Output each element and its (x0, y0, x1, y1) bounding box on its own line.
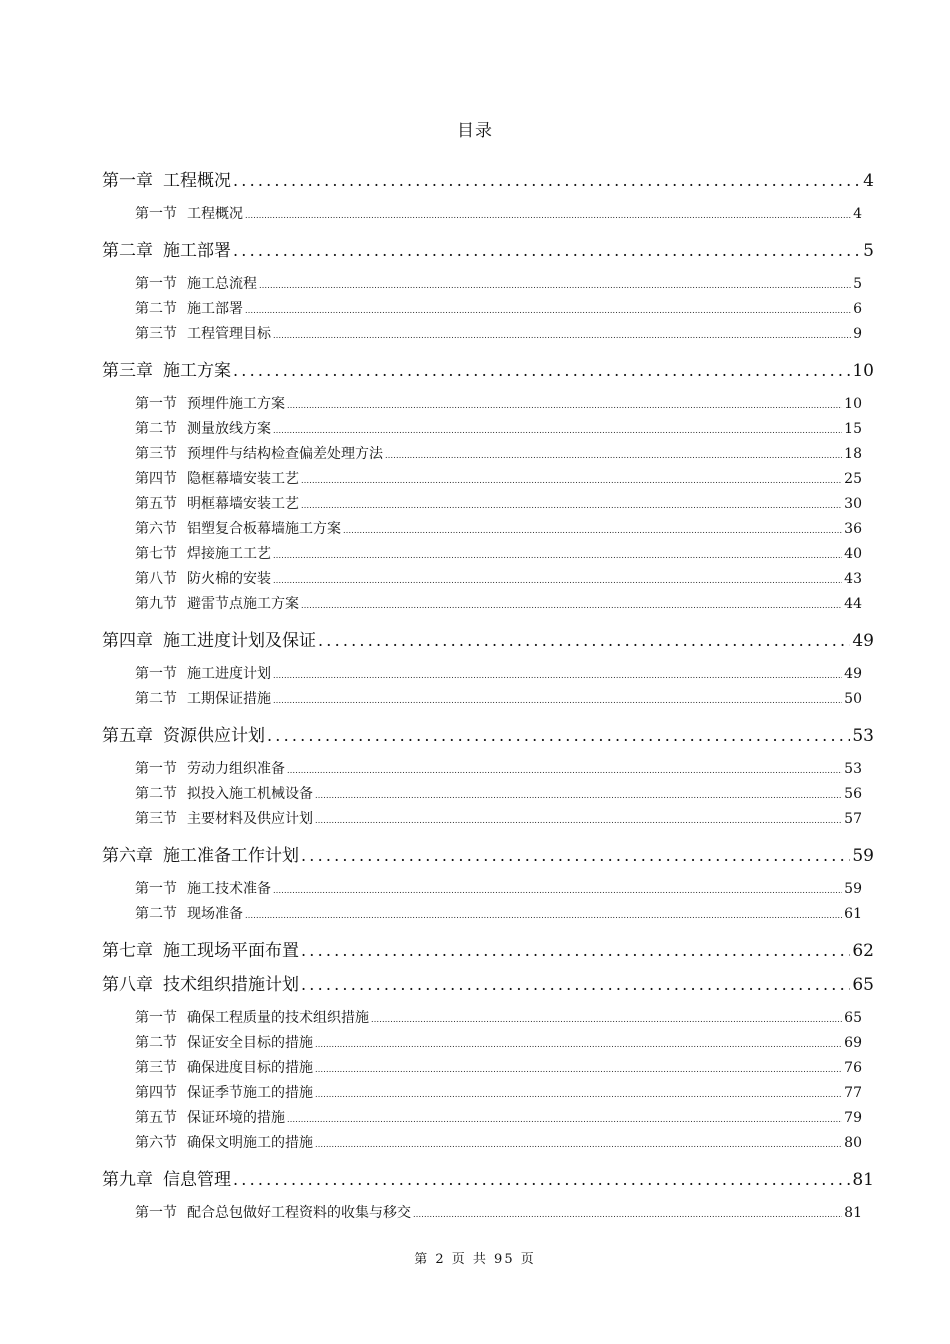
toc-entry-number: 第二节 (135, 691, 177, 707)
toc-chapter-entry[interactable] (102, 965, 874, 998)
toc-entry-number: 第一节 (135, 1010, 177, 1026)
toc-entry-number: 第七章 (102, 941, 153, 961)
toc-entry-label (102, 1167, 231, 1193)
toc-entry-title: 隐框幕墙安装工艺 (187, 471, 299, 487)
dot-leader (301, 472, 842, 490)
dot-leader (301, 497, 842, 515)
toc-entry-label (102, 238, 231, 264)
toc-page-number: 10 (852, 361, 874, 381)
toc-section-entry[interactable] (102, 415, 874, 440)
toc-entry-label (135, 568, 271, 590)
toc-page-number: 49 (852, 631, 874, 651)
toc-entry-label (135, 393, 285, 415)
toc-page-number: 30 (844, 496, 862, 512)
toc-page-number: 81 (844, 1205, 862, 1221)
toc-entry-label (135, 1082, 313, 1104)
toc-entry-number: 第五章 (102, 726, 153, 746)
toc-page-number: 5 (863, 241, 874, 261)
toc-entry-number: 第六节 (135, 1135, 177, 1151)
toc-entry-label (135, 203, 243, 225)
toc-section-entry[interactable] (102, 465, 874, 490)
toc-section-entry[interactable] (102, 1004, 874, 1029)
toc-page-number: 5 (853, 276, 862, 292)
toc-entry-title: 工程概况 (163, 171, 231, 191)
toc-entry-label (135, 758, 285, 780)
toc-entry-title: 避雷节点施工方案 (187, 596, 299, 612)
toc-section-entry[interactable] (102, 1104, 874, 1129)
dot-leader (287, 397, 842, 415)
toc-section-entry[interactable] (102, 515, 874, 540)
toc-page-number: 59 (852, 846, 874, 866)
toc-chapter-entry[interactable] (102, 351, 874, 384)
dot-leader (245, 207, 851, 225)
toc-entry-label (135, 688, 271, 710)
toc-section-entry[interactable] (102, 900, 874, 925)
toc-entry-label (135, 443, 383, 465)
toc-entry-number: 第三节 (135, 1060, 177, 1076)
toc-page-number: 77 (844, 1085, 862, 1101)
dot-leader (413, 1206, 842, 1224)
toc-section-entry[interactable] (102, 540, 874, 565)
dot-leader (233, 238, 861, 264)
toc-entry-number: 第三节 (135, 326, 177, 342)
toc-entry-title: 劳动力组织准备 (187, 761, 285, 777)
toc-chapter-entry[interactable] (102, 161, 874, 194)
dot-leader (287, 1111, 842, 1129)
toc-entry-title: 预埋件施工方案 (187, 396, 285, 412)
toc-page-number: 18 (844, 446, 862, 462)
toc-entry-number: 第五节 (135, 496, 177, 512)
dot-leader (259, 277, 851, 295)
toc-section-entry[interactable] (102, 440, 874, 465)
toc-page-number: 57 (844, 811, 862, 827)
toc-entry-number: 第一章 (102, 171, 153, 191)
toc-page-number: 44 (844, 596, 862, 612)
toc-section-entry[interactable] (102, 490, 874, 515)
toc-entry-number: 第二节 (135, 906, 177, 922)
dot-leader (301, 843, 850, 869)
toc-page-number: 76 (844, 1060, 862, 1076)
dot-leader (318, 628, 850, 654)
toc-entry-title: 施工技术准备 (187, 881, 271, 897)
toc-entry-title: 保证安全目标的措施 (187, 1035, 313, 1051)
toc-page-number: 40 (844, 546, 862, 562)
toc-page-number: 10 (844, 396, 862, 412)
toc-entry-title: 确保工程质量的技术组织措施 (187, 1010, 369, 1026)
toc-section-entry[interactable] (102, 390, 874, 415)
toc-entry-title: 铝塑复合板幕墙施工方案 (187, 521, 341, 537)
dot-leader (273, 667, 842, 685)
toc-page-number: 6 (853, 301, 862, 317)
dot-leader (315, 1061, 842, 1079)
toc-page-number: 65 (844, 1010, 862, 1026)
toc-page-number: 4 (853, 206, 862, 222)
toc-entry-title: 保证季节施工的措施 (187, 1085, 313, 1101)
toc-entry-label (135, 493, 299, 515)
dot-leader (233, 168, 861, 194)
toc-entry-number: 第一节 (135, 396, 177, 412)
dot-leader (245, 907, 842, 925)
toc-section-entry[interactable] (102, 590, 874, 615)
toc-page-number: 61 (844, 906, 862, 922)
toc-entry-label (135, 273, 257, 295)
toc-entry-number: 第一节 (135, 206, 177, 222)
toc-entry-title: 施工部署 (187, 301, 243, 317)
toc-page-number: 43 (844, 571, 862, 587)
toc-page-number: 53 (852, 726, 874, 746)
toc-entry-label (135, 323, 271, 345)
toc-entry-title: 配合总包做好工程资料的收集与移交 (187, 1205, 411, 1221)
toc-entry-title: 信息管理 (163, 1170, 231, 1190)
toc-chapter-entry[interactable] (102, 1160, 874, 1193)
toc-entry-number: 第二章 (102, 241, 153, 261)
toc-entry-number: 第九章 (102, 1170, 153, 1190)
toc-entry-label (135, 593, 299, 615)
toc-section-entry[interactable] (102, 270, 874, 295)
toc-chapter-entry[interactable] (102, 716, 874, 749)
toc-entry-number: 第一节 (135, 1205, 177, 1221)
toc-entry-title: 保证环境的措施 (187, 1110, 285, 1126)
toc-entry-title: 明框幕墙安装工艺 (187, 496, 299, 512)
toc-entry-number: 第二节 (135, 786, 177, 802)
toc-entry-label (135, 543, 271, 565)
toc-entry-title: 测量放线方案 (187, 421, 271, 437)
toc-entry-label (102, 972, 299, 998)
toc-page-number: 80 (844, 1135, 862, 1151)
toc-entry-number: 第一节 (135, 881, 177, 897)
toc-entry-label (135, 783, 313, 805)
toc-entry-title: 现场准备 (187, 906, 243, 922)
toc-entry-number: 第五节 (135, 1110, 177, 1126)
dot-leader (343, 522, 842, 540)
dot-leader (315, 1136, 842, 1154)
toc-entry-number: 第六章 (102, 846, 153, 866)
toc-chapter-entry[interactable] (102, 836, 874, 869)
toc-entry-label (135, 808, 313, 830)
toc-entry-title: 施工进度计划及保证 (163, 631, 316, 651)
toc-page-number: 79 (844, 1110, 862, 1126)
toc-chapter-entry[interactable] (102, 231, 874, 264)
toc-entry-title: 主要材料及供应计划 (187, 811, 313, 827)
dot-leader (273, 422, 842, 440)
toc-section-entry[interactable] (102, 1199, 874, 1224)
toc-entry-label (102, 358, 231, 384)
toc-entry-label (135, 518, 341, 540)
toc-entry-title: 确保文明施工的措施 (187, 1135, 313, 1151)
toc-entry-number: 第一节 (135, 761, 177, 777)
toc-entry-number: 第六节 (135, 521, 177, 537)
toc-section-entry[interactable] (102, 565, 874, 590)
toc-page-number: 36 (844, 521, 862, 537)
toc-section-entry[interactable] (102, 200, 874, 225)
dot-leader (371, 1011, 842, 1029)
dot-leader (301, 938, 850, 964)
toc-entry-label (135, 1132, 313, 1154)
toc-entry-number: 第一节 (135, 276, 177, 292)
toc-page-number: 53 (844, 761, 862, 777)
toc-entry-label (102, 938, 299, 964)
toc-page-number: 25 (844, 471, 862, 487)
toc-entry-label (135, 1032, 313, 1054)
toc-entry-number: 第二节 (135, 1035, 177, 1051)
toc-entry-label (135, 1202, 411, 1224)
toc-entry-label (135, 418, 271, 440)
dot-leader (287, 762, 842, 780)
toc-page-number: 4 (863, 171, 874, 191)
dot-leader (315, 787, 842, 805)
toc-section-entry[interactable] (102, 805, 874, 830)
dot-leader (245, 302, 851, 320)
toc-title: 目录 (457, 121, 493, 141)
toc-page-number: 69 (844, 1035, 862, 1051)
toc-entry-number: 第八节 (135, 571, 177, 587)
dot-leader (273, 547, 842, 565)
toc-entry-title: 工程概况 (187, 206, 243, 222)
toc-entry-number: 第二节 (135, 301, 177, 317)
toc-entry-title: 施工现场平面布置 (163, 941, 299, 961)
toc-page-number: 15 (844, 421, 862, 437)
toc-entry-label (102, 723, 265, 749)
toc-entry-title: 施工方案 (163, 361, 231, 381)
toc-entry-title: 工程管理目标 (187, 326, 271, 342)
toc-page-number: 49 (844, 666, 862, 682)
toc-entry-label (102, 628, 316, 654)
toc-entry-number: 第三节 (135, 811, 177, 827)
dot-leader (273, 882, 842, 900)
toc-entry-label (102, 843, 299, 869)
toc-entry-title: 施工进度计划 (187, 666, 271, 682)
dot-leader (385, 447, 842, 465)
toc-page-number: 65 (852, 975, 874, 995)
dot-leader (233, 1167, 850, 1193)
toc-entry-title: 预埋件与结构检查偏差处理方法 (187, 446, 383, 462)
toc-entry-number: 第三章 (102, 361, 153, 381)
toc-entry-title: 施工总流程 (187, 276, 257, 292)
toc-section-entry[interactable] (102, 755, 874, 780)
toc-page-number: 56 (844, 786, 862, 802)
toc-section-entry[interactable] (102, 780, 874, 805)
dot-leader (273, 692, 842, 710)
toc-chapter-entry[interactable] (102, 621, 874, 654)
toc-entry-title: 拟投入施工机械设备 (187, 786, 313, 802)
toc-entry-title: 防火棉的安装 (187, 571, 271, 587)
toc-section-entry[interactable] (102, 320, 874, 345)
toc-entry-title: 资源供应计划 (163, 726, 265, 746)
toc-entry-title: 确保进度目标的措施 (187, 1060, 313, 1076)
toc-entry-label (135, 298, 243, 320)
table-of-contents (102, 160, 874, 1230)
dot-leader (273, 327, 851, 345)
toc-entry-title: 施工部署 (163, 241, 231, 261)
toc-section-entry[interactable] (102, 295, 874, 320)
dot-leader (233, 358, 850, 384)
toc-chapter-entry[interactable] (102, 931, 874, 964)
toc-page-number: 50 (844, 691, 862, 707)
toc-page-number: 62 (852, 941, 874, 961)
toc-entry-title: 工期保证措施 (187, 691, 271, 707)
toc-section-entry[interactable] (102, 660, 874, 685)
toc-section-entry[interactable] (102, 685, 874, 710)
toc-entry-label (135, 878, 271, 900)
toc-entry-label (135, 1107, 285, 1129)
toc-entry-number: 第四节 (135, 471, 177, 487)
toc-entry-label (135, 663, 271, 685)
toc-entry-number: 第一节 (135, 666, 177, 682)
toc-entry-label (135, 468, 299, 490)
toc-entry-number: 第七节 (135, 546, 177, 562)
dot-leader (315, 1036, 842, 1054)
dot-leader (273, 572, 842, 590)
toc-entry-number: 第三节 (135, 446, 177, 462)
toc-entry-number: 第九节 (135, 596, 177, 612)
dot-leader (315, 1086, 842, 1104)
toc-entry-label (135, 1057, 313, 1079)
dot-leader (301, 972, 850, 998)
dot-leader (267, 723, 850, 749)
toc-section-entry[interactable] (102, 1054, 874, 1079)
page-footer: 第 2 页 共 95 页 (414, 1252, 536, 1267)
dot-leader (301, 597, 842, 615)
toc-section-entry[interactable] (102, 1079, 874, 1104)
toc-section-entry[interactable] (102, 875, 874, 900)
toc-entry-number: 第四章 (102, 631, 153, 651)
toc-entry-number: 第八章 (102, 975, 153, 995)
toc-entry-label (102, 168, 231, 194)
toc-section-entry[interactable] (102, 1029, 874, 1054)
toc-entry-label (135, 903, 243, 925)
toc-page-number: 59 (844, 881, 862, 897)
toc-entry-number: 第四节 (135, 1085, 177, 1101)
toc-entry-title: 施工准备工作计划 (163, 846, 299, 866)
toc-entry-title: 焊接施工工艺 (187, 546, 271, 562)
dot-leader (315, 812, 842, 830)
toc-page-number: 9 (853, 326, 862, 342)
toc-entry-label (135, 1007, 369, 1029)
toc-entry-title: 技术组织措施计划 (163, 975, 299, 995)
toc-entry-number: 第二节 (135, 421, 177, 437)
toc-page-number: 81 (852, 1170, 874, 1190)
toc-section-entry[interactable] (102, 1129, 874, 1154)
